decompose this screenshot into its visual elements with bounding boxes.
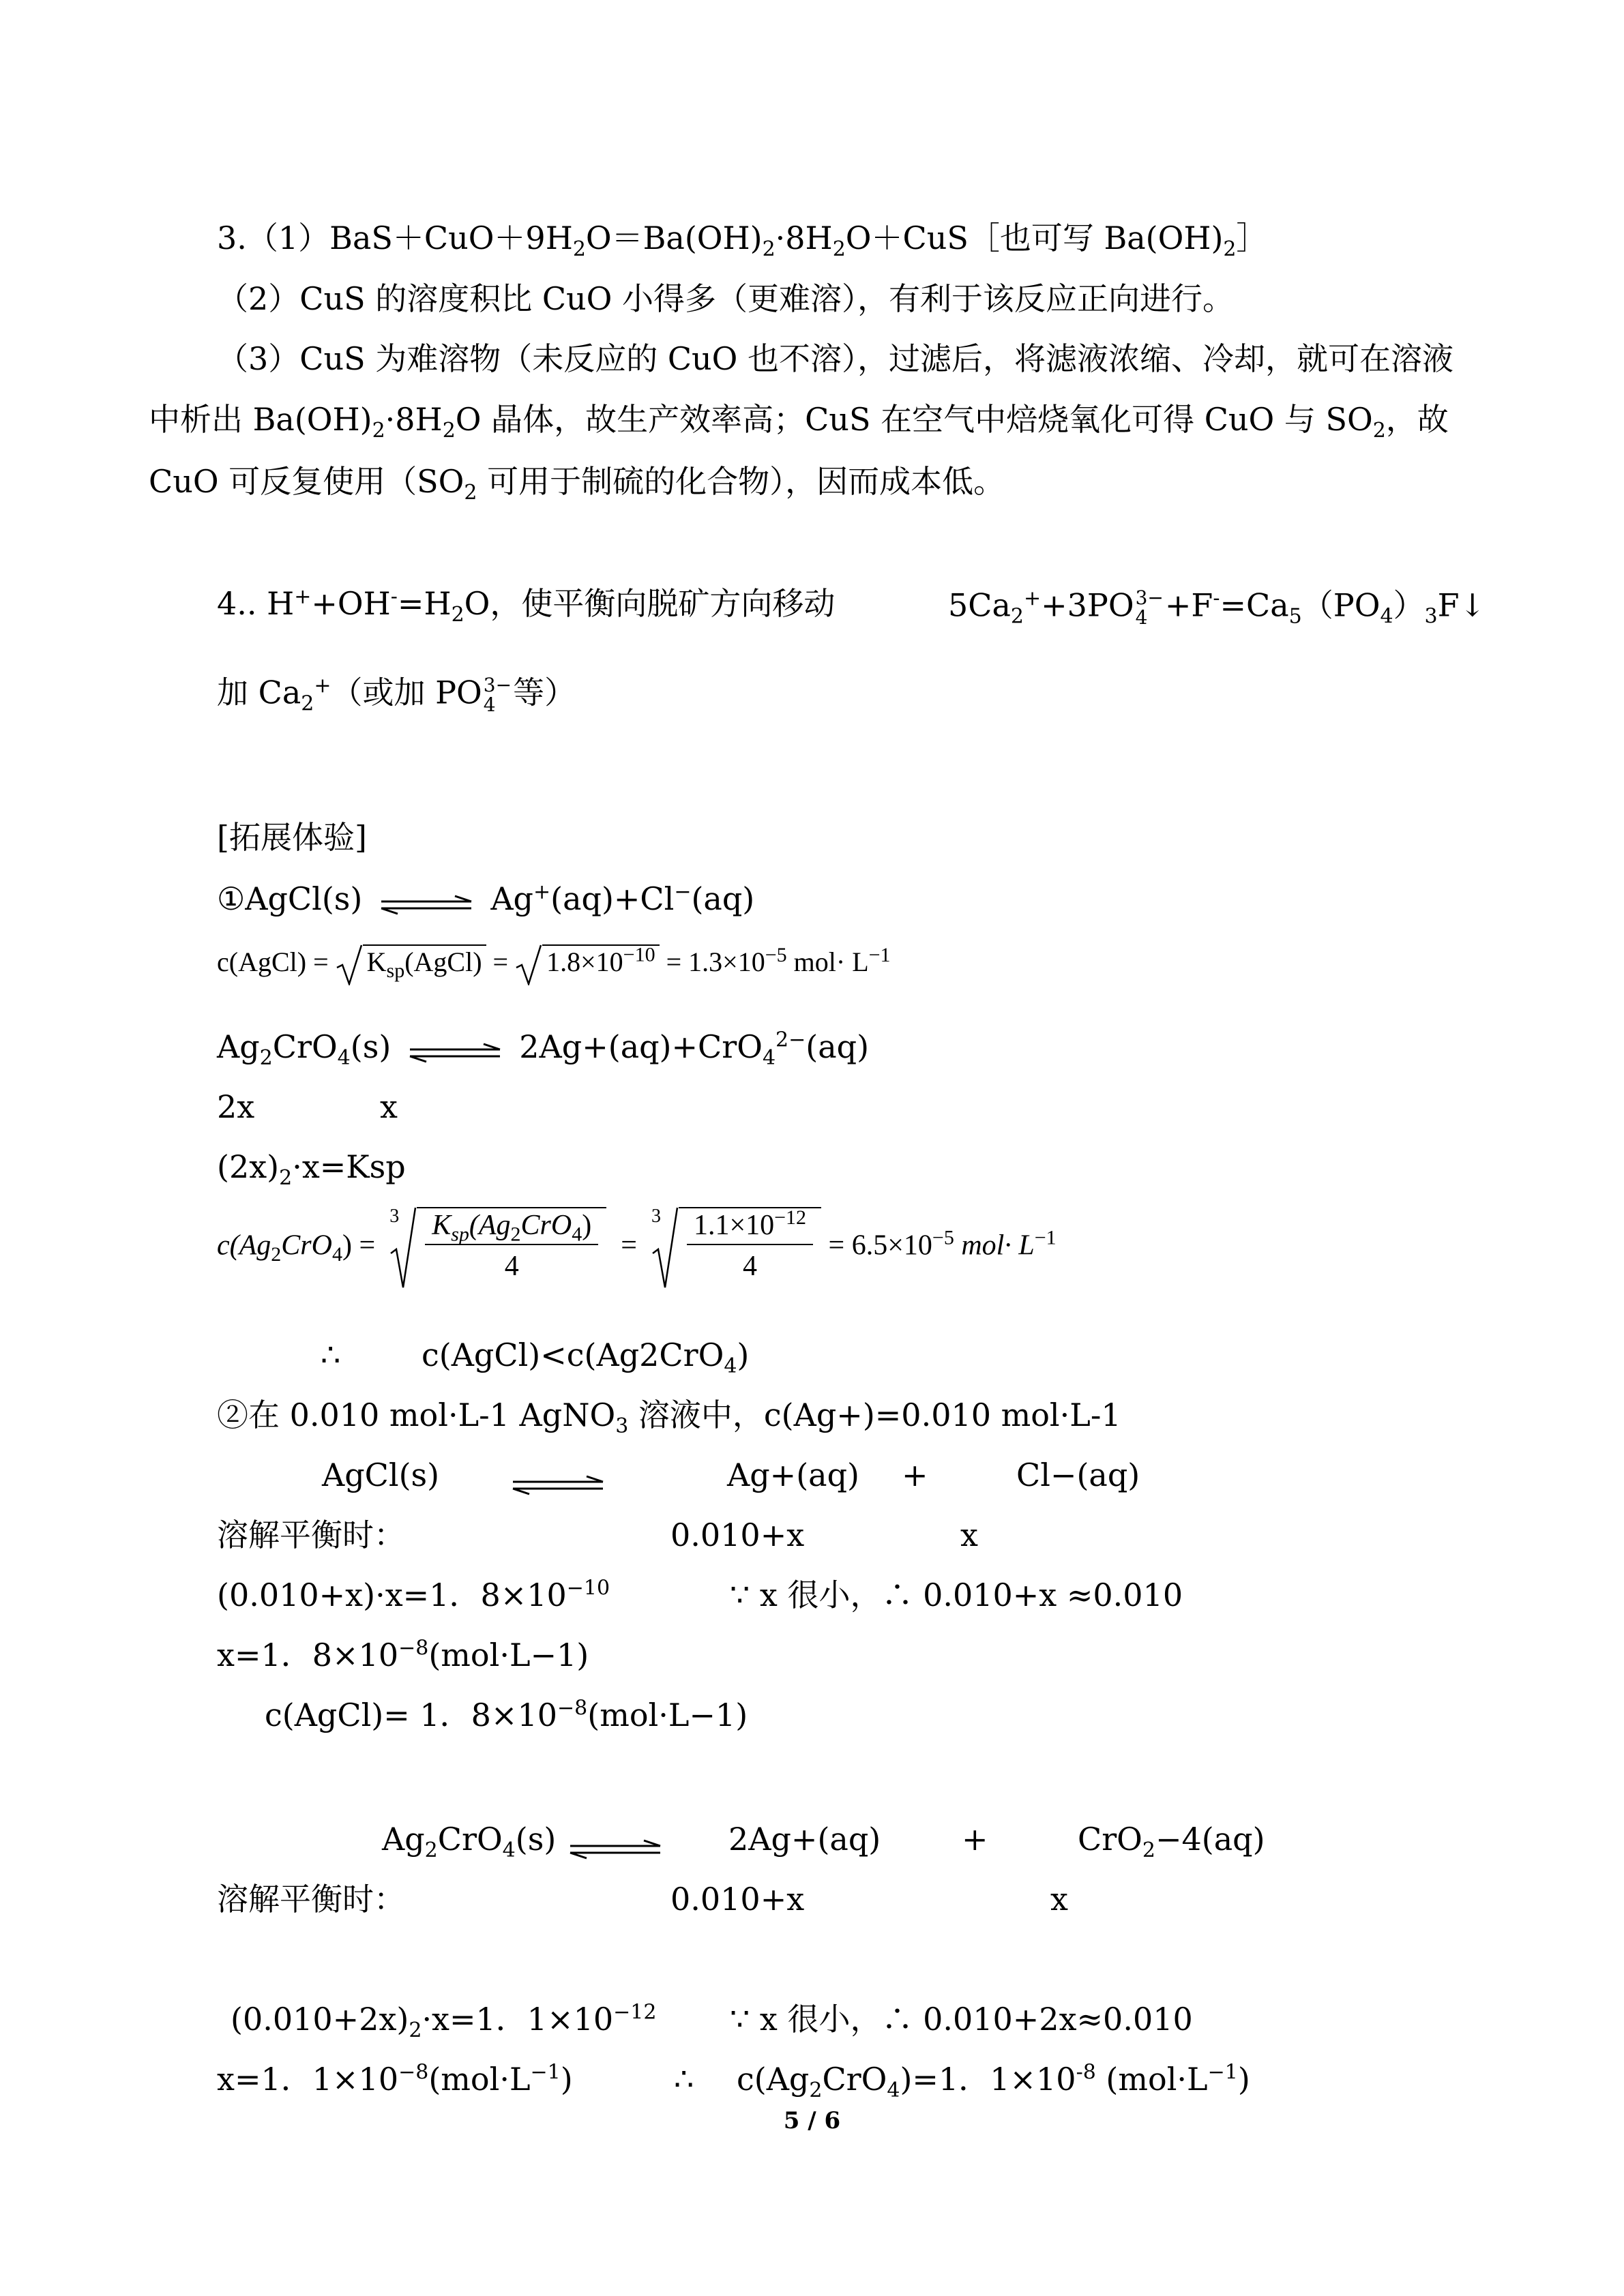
c-agcl-result: c(AgCl)= 1．$8\times 10^{-8}(mol\cdot L-1)$	[265, 1696, 748, 1733]
conc-cro4-2: x	[1050, 1881, 1068, 1918]
therefore-comparison: ∴	[321, 1337, 341, 1373]
conc-ag-1: 0.010+x	[670, 1517, 805, 1553]
agcl-label: AgCl(s)	[322, 1457, 440, 1493]
conc-ag-2: 0.010+x	[670, 1881, 805, 1918]
ksp-agcl-formula: c(AgCl) = $K_{sp}(AgCl)$ = $1.8\times 10^{-10}$ = $1.3\times 10^{-5}$ $mol\cdot L^{-1}$	[217, 944, 891, 985]
extension-title: [拓展体验]	[217, 819, 367, 856]
approx-1: ∵ x 很小，∴ 0.010+x ≈0.010	[730, 1577, 1183, 1613]
cube-root-icon	[389, 1207, 417, 1289]
equilibrium-ag2cro4: $Ag_2CrO_4(s)$ 2Ag+(aq)+CrO$_4^{2-}$(aq)	[217, 1028, 870, 1071]
q4-equation: $5Ca_2^++3PO$ 3− 4 $+F^-=Ca_5(PO_4)_3F↓$	[948, 586, 1486, 629]
sqrt-icon	[515, 944, 542, 985]
dissolution-eq-label-2: 溶解平衡时：	[217, 1881, 405, 1918]
q4-line-2: 加 $Ca_2^+$（或加 PO 3− 4 等）	[217, 674, 576, 717]
cro4-label: CrO$_2$−4(aq)	[1078, 1821, 1265, 1863]
dissolution-eq-label-1: 溶解平衡时：	[217, 1517, 405, 1553]
approx-2: ∵ x 很小，∴ 0.010+2x≈0.010	[730, 2001, 1193, 2038]
q3-line-4: 中析出 $Ba(OH)_2\cdot 8H_2O$ 晶体，故生产效率高；CuS 在空气中焙烧氧化可得 CuO 与 $SO_2$，故	[149, 401, 1449, 443]
plus-sign-2: +	[962, 1821, 988, 1858]
q3-line-2: （2）CuS 的溶度积比 CuO 小得多（更难溶），有利于该反应正向进行。	[217, 280, 1235, 317]
equilibrium-arrow-icon	[407, 1038, 503, 1061]
q3-line-3: （3）CuS 为难溶物（未反应的 CuO 也不溶），过滤后，将滤液浓缩、冷却，就可在溶液	[217, 340, 1454, 377]
q3-line-1: $3.(1)BaS+CuO+9H_2O=Ba(OH)_2\cdot 8H_2O+CuS[$也可写 $Ba(OH)_2]$	[217, 220, 1268, 262]
x-value-1: x=1．$8\times 10^{-8}(mol\cdot L-1)$	[217, 1636, 589, 1673]
sqrt-icon	[336, 944, 363, 985]
calc-1: (0.010+x)·x=1．$8\times 10^{-10}$	[217, 1576, 610, 1613]
ag2cro4-label: $Ag_2CrO_4(s)$	[382, 1821, 557, 1863]
2ag-label: 2Ag+(aq)	[728, 1821, 881, 1858]
cl-ion-label: Cl−(aq)	[1016, 1457, 1140, 1493]
plus-sign: +	[902, 1457, 928, 1493]
equilibrium-arrow-icon	[379, 890, 474, 913]
therefore-2: ∴	[674, 2061, 694, 2098]
comparison-text: c(AgCl)<c(Ag2CrO$_4$)	[422, 1337, 750, 1379]
equilibrium-arrow-icon	[510, 1470, 606, 1493]
ag-ion-label: Ag+(aq)	[727, 1457, 859, 1493]
equilibrium-arrow-3	[510, 1463, 606, 1495]
row-2x-squared: $(2x)_2\cdot x=Ksp$	[217, 1148, 406, 1191]
x-value-2: x=1．$1\times 10^{-8}(mol\cdot L^{-1})$	[217, 2060, 573, 2098]
conc-cl-1: x	[960, 1517, 978, 1553]
ksp-ag2cro4-formula: $c(Ag_2CrO_4)$ = 3 $\frac{K_{sp}(Ag_2CrO_4)}{4}$ = 3 $\frac{1.1\times 10^{-12}}{4}$ = $6.5\times 10^{-5}$ $mol\cdot L^{-1}$	[217, 1207, 1057, 1289]
row-2x: 2x	[217, 1088, 255, 1125]
row-x: x	[380, 1088, 398, 1125]
part2-intro: ②在 0.010 mol·L-1 AgNO$_3$ 溶液中，c(Ag+)=0.010 mol·L-1	[217, 1397, 1121, 1439]
equilibrium-agcl: ①AgCl(s) Ag+(aq)+Cl−(aq)	[217, 880, 755, 917]
cube-root-icon	[651, 1207, 679, 1289]
calc-2: $(0.010+2x)_2\cdot x=1$．$1\times 10^{-12}$	[231, 2000, 657, 2043]
q4-line-1: 4.. $H^++OH^-=H_2O$，使平衡向脱矿方向移动	[217, 584, 836, 627]
c-ag2cro4-result: $c(Ag_2CrO_4)=1$．$1\times 10^{-8}$ $(mol\cdot L^{-1})$	[737, 2060, 1250, 2103]
equilibrium-arrow-icon	[567, 1834, 663, 1858]
q3-line-5: CuO 可反复使用（$SO_2$ 可用于制硫的化合物），因而成本低。	[149, 463, 1005, 505]
equilibrium-arrow-4	[567, 1828, 663, 1859]
page-number: 5 / 6	[783, 2107, 841, 2134]
